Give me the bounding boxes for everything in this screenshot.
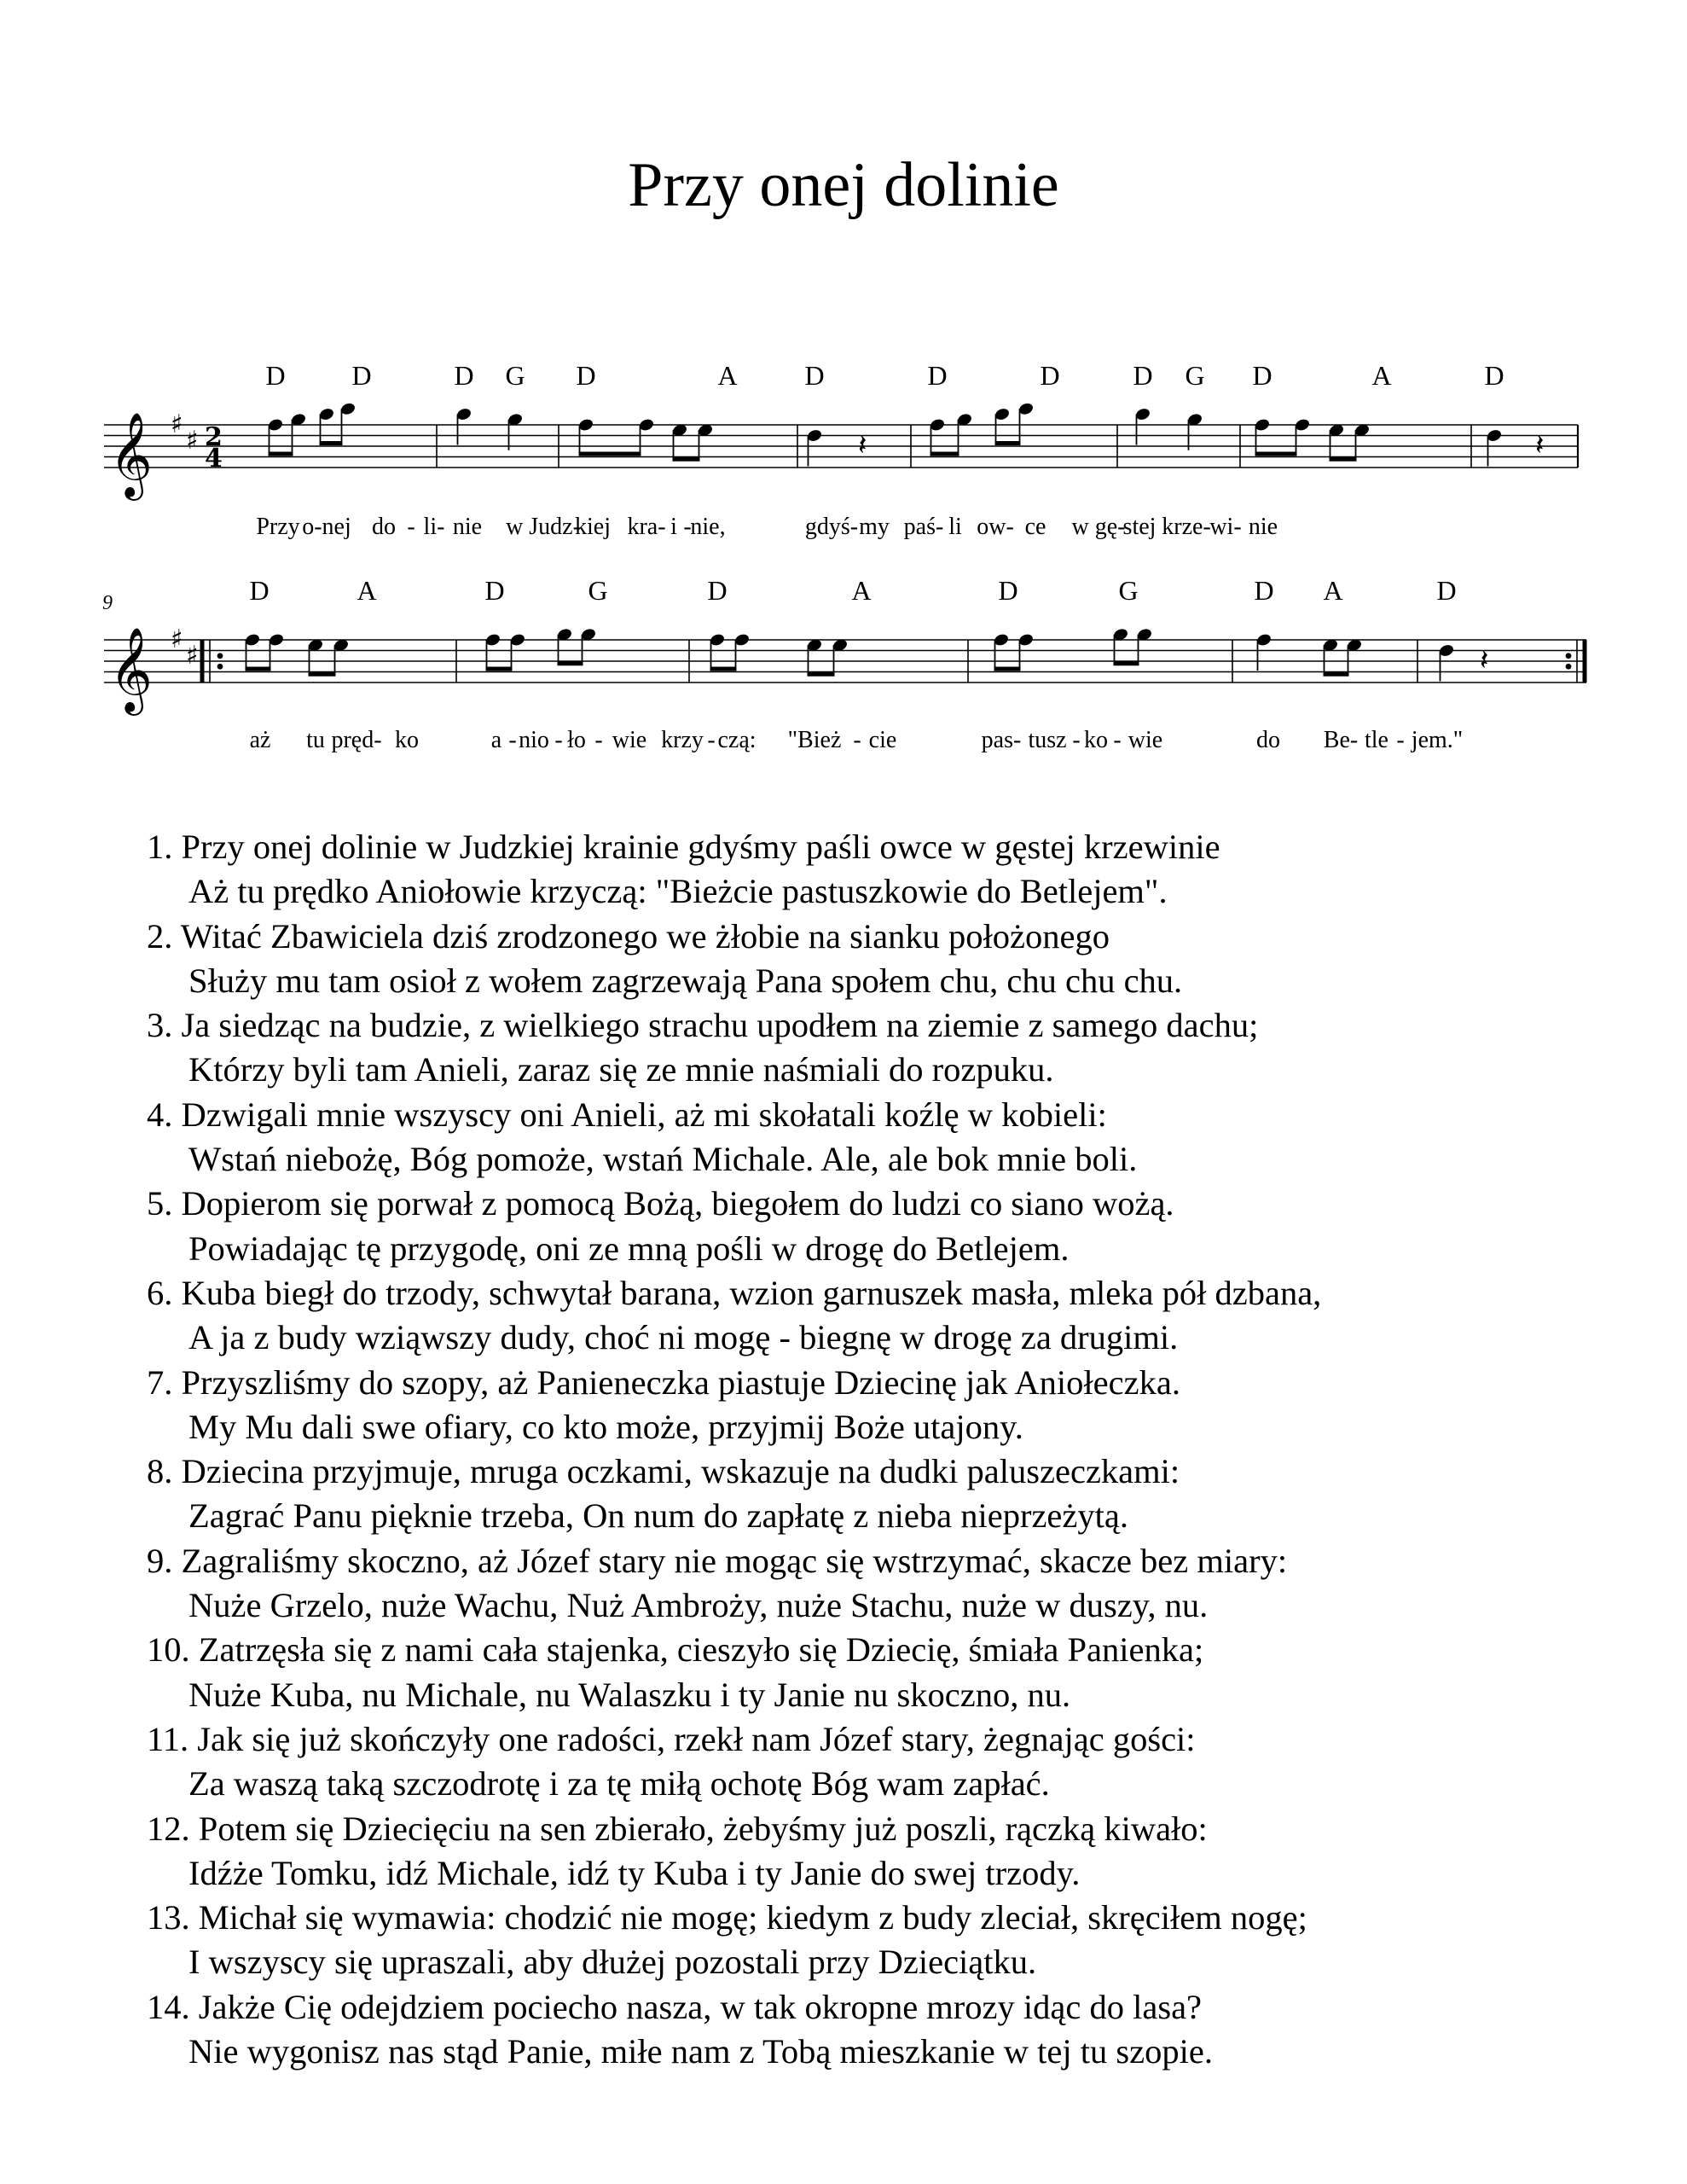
verse bbox=[147, 1896, 1631, 1985]
verse-line-1: 14. Jakże Cię odejdziem pociecho nasza, w tak okropne mrozy idąc do lasa? bbox=[147, 1987, 1203, 2026]
lyric-syllable: - bbox=[853, 727, 861, 753]
lyric-syllable: czą: bbox=[717, 727, 757, 753]
lyric-syllable: nio bbox=[519, 727, 549, 753]
lyric-syllable: - bbox=[407, 514, 415, 540]
treble-clef-icon: 𝄞 bbox=[109, 412, 153, 497]
lyric-syllable: Be- bbox=[1323, 727, 1359, 753]
chord-symbol: D bbox=[804, 360, 825, 391]
chord-symbol: D bbox=[1133, 360, 1153, 391]
verse-line-1: 4. Dzwigali mnie wszyscy oni Anieli, aż mi skołatali koźlę w kobieli: bbox=[147, 1095, 1107, 1134]
time-signature-bottom: 4 bbox=[205, 444, 223, 473]
lyric-syllable: Przy bbox=[256, 514, 300, 540]
lyric-syllable: ce bbox=[1024, 514, 1046, 540]
staff-system-1 bbox=[0, 375, 1687, 520]
chord-symbol: D bbox=[707, 575, 728, 606]
lyric-syllable: stej bbox=[1122, 514, 1157, 540]
lyric-syllable: o-nej bbox=[302, 514, 351, 540]
lyric-syllable: li bbox=[948, 514, 962, 540]
verse bbox=[147, 1093, 1631, 1182]
quarter-rest-icon: 𝄽 bbox=[1535, 428, 1545, 462]
lyric-syllable: - bbox=[1396, 727, 1405, 753]
lyric-syllable: - bbox=[508, 727, 517, 753]
verse bbox=[147, 1539, 1631, 1629]
lyric-syllable: - bbox=[594, 727, 603, 753]
lyric-syllable: - bbox=[554, 727, 563, 753]
lyric-syllable: w Judz- bbox=[506, 514, 581, 540]
verse-line-2: Aż tu prędko Aniołowie krzyczą: "Bieżcie pastuszkowie do Betlejem". bbox=[188, 872, 1168, 911]
lyric-syllable: ko bbox=[395, 727, 419, 753]
verse-line-1: 12. Potem się Dziecięciu na sen zbierało, żebyśmy już poszli, rączką kiwało: bbox=[147, 1809, 1208, 1848]
verses-list bbox=[147, 825, 1631, 2074]
sharp-icon: ♯ bbox=[186, 425, 199, 456]
verse-line-2: Służy mu tam osioł z wołem zagrzewają Pana społem chu, chu chu chu. bbox=[188, 961, 1183, 1000]
lyric-syllable: - bbox=[1113, 727, 1122, 753]
verse-line-2: Wstań niebożę, Bóg pomoże, wstań Michale. Ale, ale bok mnie boli. bbox=[188, 1140, 1138, 1179]
lyric-syllable: my bbox=[859, 514, 890, 540]
chord-symbol: D bbox=[998, 575, 1018, 606]
verse-line-1: 1. Przy onej dolinie w Judzkiej krainie gdyśmy paśli owce w gęstej krzewinie bbox=[147, 828, 1220, 866]
chord-symbol: G bbox=[588, 575, 608, 606]
verse-line-1: 3. Ja siedząc na budzie, z wielkiego strachu upodłem na ziemie z samego dachu; bbox=[147, 1006, 1259, 1045]
lyric-syllable: nie bbox=[452, 514, 483, 540]
verse-line-1: 13. Michał się wymawia: chodzić nie mogę; kiedym z budy zleciał, skręciłem nogę; bbox=[147, 1898, 1307, 1937]
page-title: Przy onej dolinie bbox=[628, 150, 1059, 220]
lyric-syllable: ło bbox=[567, 727, 586, 753]
lyric-syllable: paś- bbox=[903, 514, 944, 540]
lyric-syllable: nie bbox=[1248, 514, 1278, 540]
chord-symbol: A bbox=[1371, 360, 1392, 391]
verse-line-2: Nie wygonisz nas stąd Panie, miłe nam z Tobą mieszkanie w tej tu szopie. bbox=[188, 2032, 1213, 2071]
lyric-syllable: wie bbox=[612, 727, 647, 753]
lyric-syllable: jem." bbox=[1411, 727, 1464, 753]
verse bbox=[147, 1449, 1631, 1539]
lyric-syllable: ko bbox=[1084, 727, 1108, 753]
verse-line-2: Idźże Tomku, idź Michale, idź ty Kuba i ty Janie do swej trzody. bbox=[188, 1853, 1081, 1892]
treble-clef-icon: 𝄞 bbox=[109, 627, 153, 712]
measure-number: 9 bbox=[102, 592, 113, 614]
lyric-syllable: do bbox=[1256, 727, 1280, 753]
lyric-syllable: i bbox=[670, 514, 677, 540]
chord-symbol: D bbox=[927, 360, 948, 391]
chord-symbol: G bbox=[505, 360, 525, 391]
chord-symbol: D bbox=[1040, 360, 1060, 391]
chord-symbol: D bbox=[1254, 575, 1274, 606]
lyric-syllable: tusz bbox=[1028, 727, 1067, 753]
time-signature-top: 2 bbox=[205, 422, 223, 452]
verse-line-1: 7. Przyszliśmy do szopy, aż Panieneczka piastuje Dziecinę jak Aniołeczka. bbox=[147, 1362, 1180, 1402]
verse-line-1: 6. Kuba biegł do trzody, schwytał barana, wzion garnuszek masła, mleka pół dzbana, bbox=[147, 1273, 1322, 1312]
lyric-syllable: w gę- bbox=[1071, 514, 1126, 540]
staff-system-2 bbox=[0, 590, 1687, 735]
chord-symbol: G bbox=[1185, 360, 1205, 391]
verse bbox=[147, 1361, 1631, 1450]
verse-line-2: Którzy byli tam Anieli, zaraz się ze mnie naśmiali do rozpuku. bbox=[188, 1050, 1054, 1089]
chord-symbol: A bbox=[717, 360, 738, 391]
lyric-syllable: tle bbox=[1365, 727, 1388, 753]
lyric-syllable: cie bbox=[868, 727, 897, 753]
lyric-syllable: do bbox=[372, 514, 396, 540]
verse bbox=[147, 825, 1631, 915]
lyric-syllable: kiej bbox=[575, 514, 611, 540]
quarter-rest-icon: 𝄽 bbox=[858, 428, 867, 462]
chord-symbol: A bbox=[851, 575, 872, 606]
verse-line-2: Za waszą taką szczodrotę i za tę miłą ochotę Bóg wam zapłać. bbox=[188, 1764, 1050, 1804]
chord-symbol: D bbox=[1252, 360, 1272, 391]
chord-symbol: D bbox=[1436, 575, 1457, 606]
verse bbox=[147, 915, 1631, 1004]
verse bbox=[147, 1271, 1631, 1361]
lyric-syllable: a bbox=[490, 727, 502, 753]
verse-line-2: Nuże Kuba, nu Michale, nu Walaszku i ty Janie nu skoczno, nu. bbox=[188, 1675, 1071, 1714]
lyric-syllable: "Bież bbox=[787, 727, 842, 753]
lyric-syllable: nie, bbox=[690, 514, 726, 540]
lyric-syllable: pas- bbox=[981, 727, 1022, 753]
chord-symbol: D bbox=[249, 575, 270, 606]
verse-line-1: 2. Witać Zbawiciela dziś zrodzonego we żłobie na sianku położonego bbox=[147, 916, 1110, 956]
lyric-syllable: - bbox=[707, 727, 716, 753]
verse-line-1: 5. Dopierom się porwał z pomocą Bożą, biegołem do ludzi co siano wożą. bbox=[147, 1184, 1174, 1223]
verse-line-2: I wszyscy się upraszali, aby dłużej pozostali przy Dzieciątku. bbox=[188, 1943, 1037, 1982]
lyric-syllable: wie bbox=[1128, 727, 1163, 753]
chord-symbol: D bbox=[265, 360, 286, 391]
verse-line-2: Zagrać Panu pięknie trzeba, On num do zapłatę z nieba nieprzeżytą. bbox=[188, 1496, 1128, 1536]
verse-line-2: Powiadając tę przygodę, oni ze mną pośli w drogę do Betlejem. bbox=[188, 1228, 1070, 1268]
verse-line-1: 11. Jak się już skończyły one radości, rzekł nam Józef stary, żegnając gości: bbox=[147, 1719, 1196, 1758]
sharp-icon: ♯ bbox=[171, 410, 183, 439]
verse bbox=[147, 1985, 1631, 2075]
verse-line-2: My Mu dali swe ofiary, co kto może, przyjmij Boże utajony. bbox=[188, 1407, 1023, 1446]
lyric-syllable: krze- bbox=[1162, 514, 1211, 540]
verse bbox=[147, 1182, 1631, 1271]
lyric-syllable: aż bbox=[249, 727, 271, 753]
lyric-syllable: - bbox=[1072, 727, 1081, 753]
verse bbox=[147, 1717, 1631, 1807]
lyric-syllable: - bbox=[683, 514, 692, 540]
verse bbox=[147, 1807, 1631, 1896]
verse-line-1: 10. Zatrzęsła się z nami cała stajenka, cieszyło się Dziecię, śmiała Panienka; bbox=[147, 1630, 1204, 1670]
lyric-syllable: wi- bbox=[1209, 514, 1242, 540]
chord-symbol: D bbox=[1484, 360, 1504, 391]
verse-line-1: 8. Dziecina przyjmuje, mruga oczkami, wskazuje na dudki paluszeczkami: bbox=[147, 1452, 1180, 1491]
verse-line-1: 9. Zagraliśmy skoczno, aż Józef stary nie mogąc się wstrzymać, skacze bez miary: bbox=[147, 1541, 1288, 1580]
lyric-syllable: tu bbox=[306, 727, 325, 753]
lyric-syllable: li- bbox=[423, 514, 445, 540]
verse-line-2: A ja z budy wziąwszy dudy, choć ni mogę - biegnę w drogę za drugimi. bbox=[188, 1318, 1179, 1357]
lyric-syllable: kra- bbox=[627, 514, 666, 540]
chord-symbol: D bbox=[351, 360, 372, 391]
lyric-syllable: ow- bbox=[977, 514, 1014, 540]
chord-symbol: D bbox=[454, 360, 474, 391]
chord-symbol: A bbox=[357, 575, 377, 606]
sharp-icon: ♯ bbox=[186, 640, 199, 671]
verse bbox=[147, 1628, 1631, 1717]
chord-symbol: A bbox=[1323, 575, 1343, 606]
chord-symbol: G bbox=[1118, 575, 1139, 606]
lyric-syllable: krzy bbox=[661, 727, 704, 753]
quarter-rest-icon: 𝄽 bbox=[1480, 643, 1489, 677]
lyric-syllable: gdyś- bbox=[804, 514, 859, 540]
verse-line-2: Nuże Grzelo, nuże Wachu, Nuż Ambroży, nuże Stachu, nuże w duszy, nu. bbox=[188, 1586, 1209, 1625]
sharp-icon: ♯ bbox=[171, 624, 183, 654]
chord-symbol: D bbox=[484, 575, 505, 606]
lyric-syllable: pręd- bbox=[331, 727, 382, 753]
chord-symbol: D bbox=[576, 360, 596, 391]
verse bbox=[147, 1003, 1631, 1093]
